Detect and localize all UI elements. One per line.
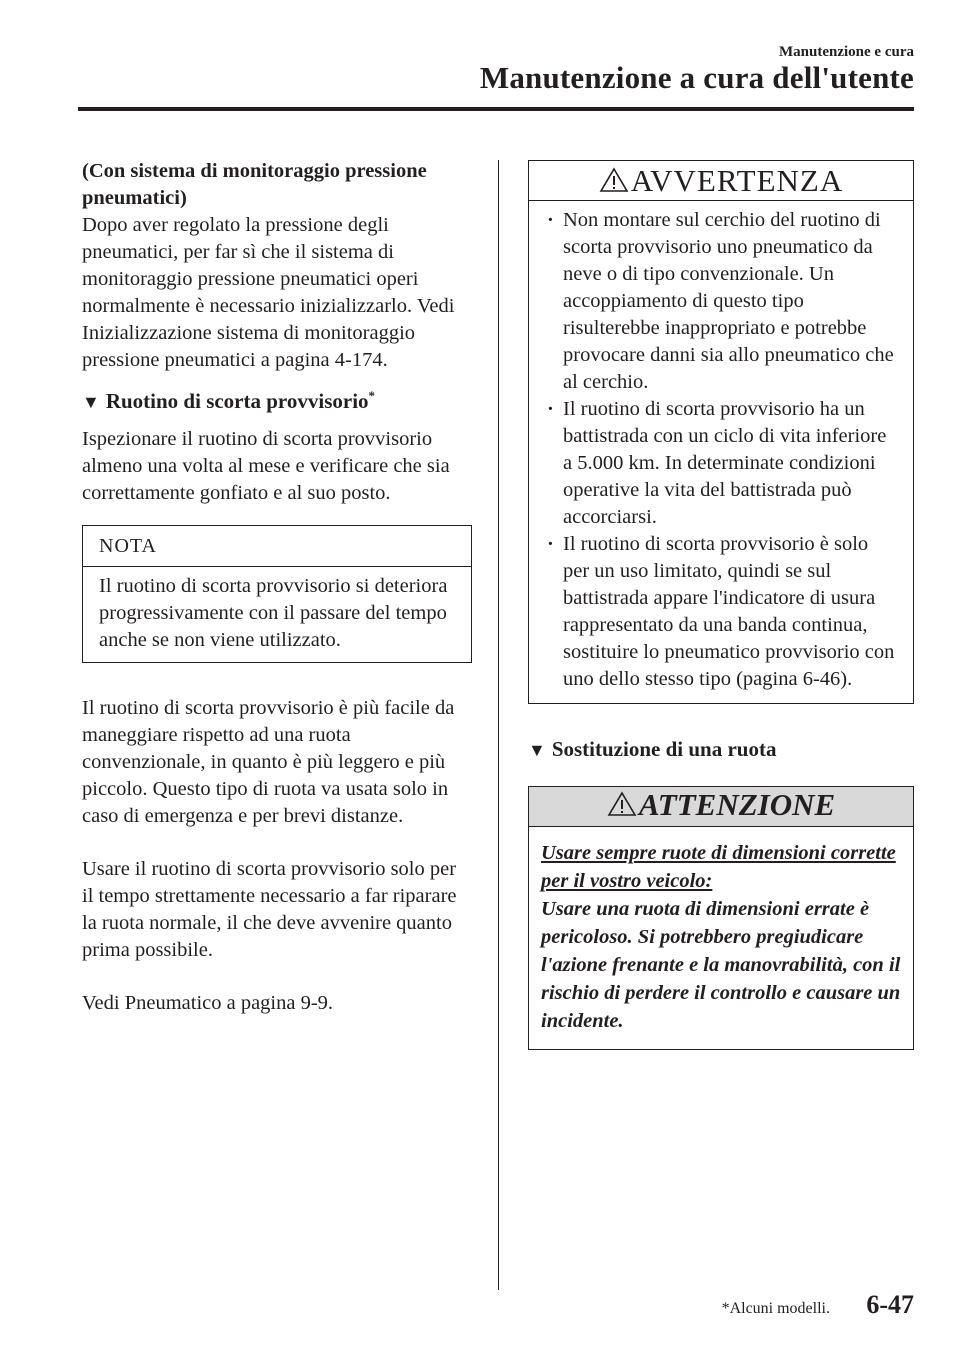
caution-subheading: Usare sempre ruote di dimensioni corrette per il vostro veicolo:	[541, 842, 896, 892]
note-box	[82, 525, 472, 663]
left-column	[82, 158, 472, 1017]
paragraph-1: Il ruotino di scorta provvisorio è più facile da maneggiare rispetto ad una ruota convenzionale, in quanto è più leggero e più piccolo. Questo tipo di ruota va usata solo in caso di emergenza e per brevi distanze.	[82, 697, 455, 827]
warning-item: · Non montare sul cerchio del ruotino di scorta provvisorio uno pneumatico da neve o di tipo convenzionale. Un accoppiamento di questo tipo risulterebbe inappropriato e potrebbe provocare danni sia allo pneumatico che al cerchio.	[547, 207, 897, 396]
page-number: 6-47	[866, 1290, 914, 1319]
warning-item: · Il ruotino di scorta provvisorio ha un battistrada con un ciclo di vita inferiore a 5.000 km. In determinate condizioni operative la vita del battistrada può accorciarsi.	[547, 396, 897, 531]
spare-heading-text: Ruotino di scorta provvisorio	[105, 389, 369, 413]
spare-heading	[82, 388, 472, 416]
tpms-body: Dopo aver regolato la pressione degli pneumatici, per far sì che il sistema di monitoraggio pressione pneumatici operi normalmente è necessario inizializzarlo. Vedi Inizializzazione sistema di monitoraggio pressione pneumatici a pagina 4-174.	[82, 214, 455, 371]
column-divider	[498, 160, 499, 1290]
tpms-heading: (Con sistema di monitoraggio pressione pneumatici)	[82, 160, 427, 209]
warning-item: · Il ruotino di scorta provvisorio è solo per un uso limitato, quindi se sul battistrada appare l'indicatore di usura rappresentato da una banda continua, sostituire lo pneumatico provvisorio con uno dello stesso tipo (pagina 6-46).	[547, 531, 897, 693]
wheel-heading	[528, 736, 914, 764]
caution-text: Usare una ruota di dimensioni errate è pericoloso. Si potrebbero pregiudicare l'azione frenante e la manovrabilità, con il rischio di perdere il controllo e causare un incidente.	[541, 898, 901, 1032]
wheel-heading-text: Sostituzione di una ruota	[551, 737, 777, 761]
caution-box	[528, 786, 914, 1050]
header-section: Manutenzione e cura	[779, 44, 914, 60]
triangle-bullet-icon: ▼	[528, 740, 546, 760]
warning-box	[528, 160, 914, 704]
footnote: *Alcuni modelli.	[721, 1300, 830, 1317]
triangle-bullet-icon: ▼	[82, 392, 100, 412]
warning-body	[529, 201, 913, 703]
spare-body: Ispezionare il ruotino di scorta provvisorio almeno una volta al mese e verificare che sia correttamente gonfiato e al suo posto.	[82, 428, 450, 504]
warning-triangle-icon	[599, 167, 629, 193]
warning-label: AVVERTENZA	[630, 163, 844, 198]
warning-header	[529, 161, 913, 201]
paragraph-2: Usare il ruotino di scorta provvisorio solo per il tempo strettamente necessario a far riparare la ruota normale, il che deve avvenire quanto prima possibile.	[82, 858, 457, 961]
right-column	[528, 160, 914, 1050]
page-title: Manutenzione a cura dell'utente	[479, 60, 914, 95]
warning-triangle-icon	[607, 791, 637, 817]
header-rule	[78, 107, 914, 111]
note-body: Il ruotino di scorta provvisorio si deteriora progressivamente con il passare del tempo anche se non viene utilizzato.	[99, 575, 448, 651]
paragraph-3: Vedi Pneumatico a pagina 9-9.	[82, 992, 334, 1014]
caution-label: ATTENZIONE	[638, 787, 836, 822]
caution-header	[529, 787, 913, 827]
caution-body	[529, 827, 913, 1049]
footnote-mark: *	[368, 388, 376, 403]
note-label: NOTA	[83, 526, 471, 567]
